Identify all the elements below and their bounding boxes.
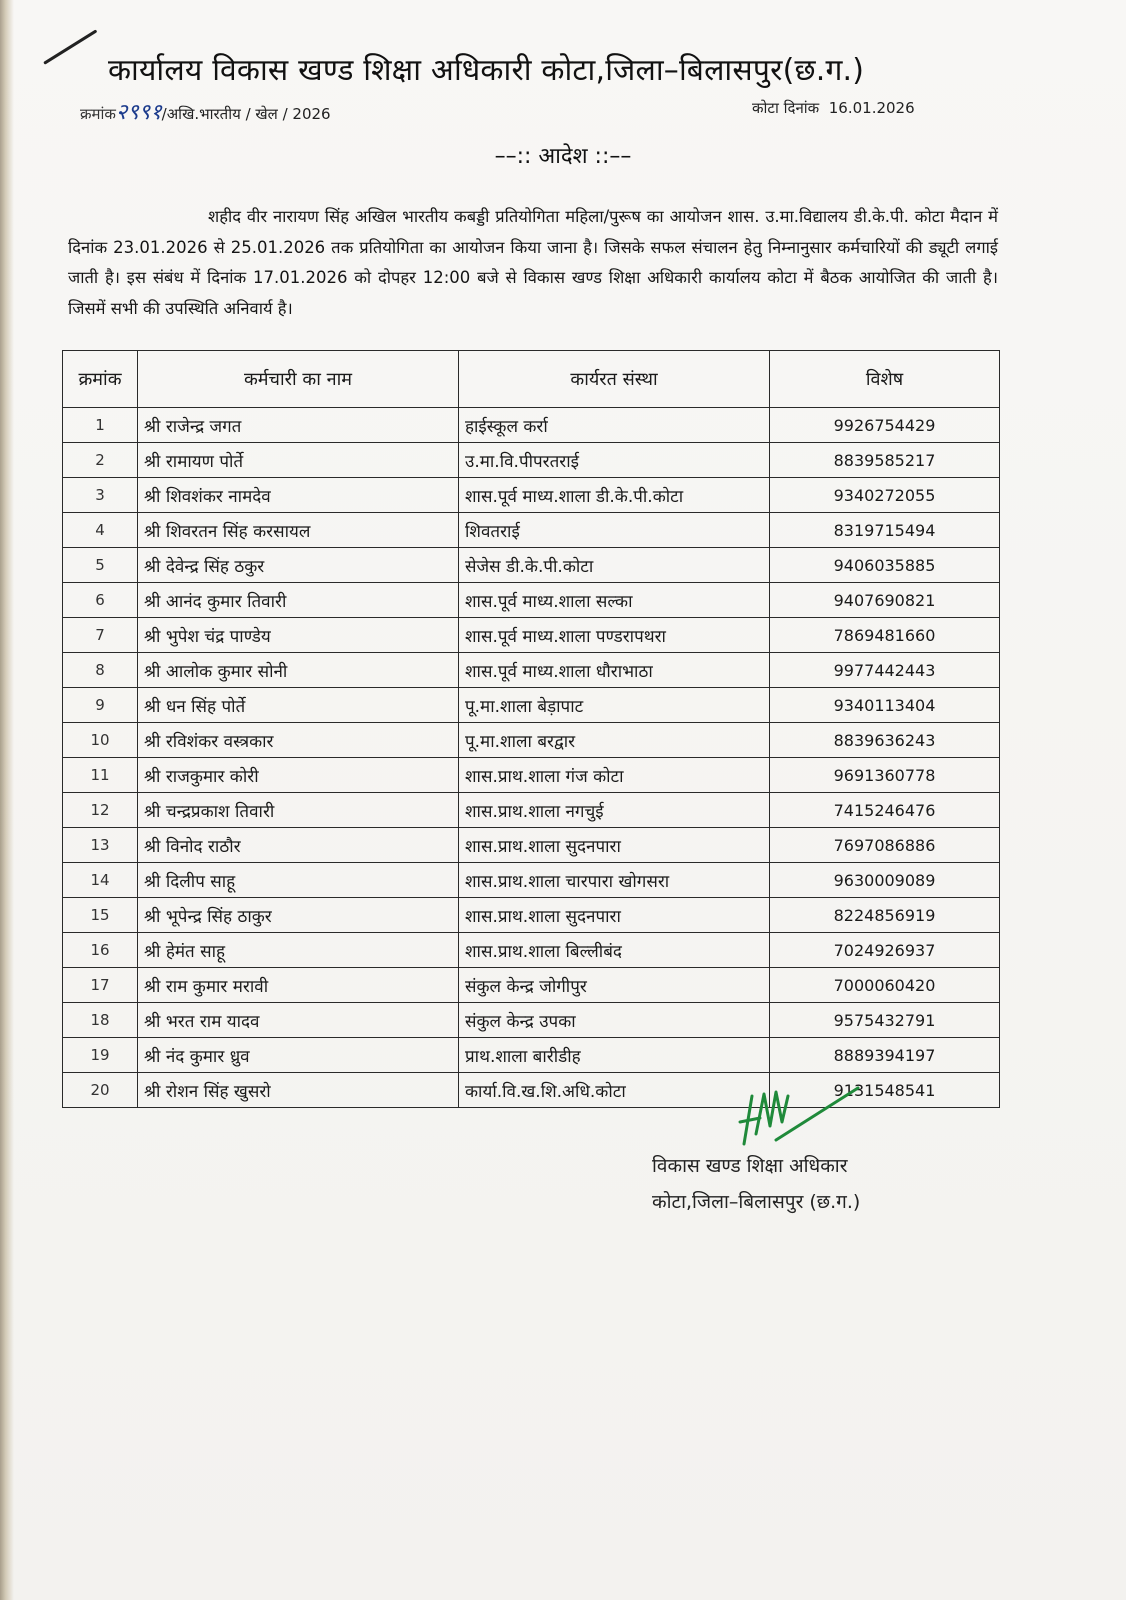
serial-cell: 5	[63, 548, 138, 583]
date-label: कोटा दिनांक	[752, 99, 820, 117]
table-row	[63, 653, 1000, 688]
table-row	[63, 583, 1000, 618]
reference-number	[80, 96, 331, 126]
table-row	[63, 478, 1000, 513]
employee-name-cell: श्री नंद कुमार ध्रुव	[138, 1038, 459, 1073]
institution-cell: संकुल केन्द्र उपका	[459, 1003, 770, 1038]
phone-cell: 7000060420	[770, 968, 1000, 1003]
table-row	[63, 548, 1000, 583]
institution-cell: पू.मा.शाला बेड़ापाट	[459, 688, 770, 723]
phone-cell: 8839636243	[770, 723, 1000, 758]
institution-cell: शास.प्राथ.शाला गंज कोटा	[459, 758, 770, 793]
table-row	[63, 1003, 1000, 1038]
employee-name-cell: श्री भूपेन्द्र सिंह ठाकुर	[138, 898, 459, 933]
phone-cell: 9575432791	[770, 1003, 1000, 1038]
serial-cell: 6	[63, 583, 138, 618]
serial-cell: 8	[63, 653, 138, 688]
date-value: 16.01.2026	[828, 99, 915, 117]
institution-cell: शास.पूर्व माध्य.शाला सल्का	[459, 583, 770, 618]
institution-cell: शास.प्राथ.शाला सुदनपारा	[459, 828, 770, 863]
table-row	[63, 443, 1000, 478]
table-row	[63, 828, 1000, 863]
institution-cell: शास.प्राथ.शाला नगचुई	[459, 793, 770, 828]
reference-suffix: /अखि.भारतीय / खेल / 2026	[161, 105, 331, 123]
header-serial: क्रमांक	[63, 351, 138, 408]
table-row	[63, 863, 1000, 898]
table-row	[63, 513, 1000, 548]
serial-cell: 12	[63, 793, 138, 828]
employee-name-cell: श्री हेमंत साहू	[138, 933, 459, 968]
institution-cell: शास.पूर्व माध्य.शाला धौराभाठा	[459, 653, 770, 688]
phone-cell: 9340272055	[770, 478, 1000, 513]
serial-cell: 1	[63, 408, 138, 443]
phone-cell: 9406035885	[770, 548, 1000, 583]
serial-cell: 17	[63, 968, 138, 1003]
institution-cell: प्राथ.शाला बारीडीह	[459, 1038, 770, 1073]
employee-name-cell: श्री शिवरतन सिंह करसायल	[138, 513, 459, 548]
employee-name-cell: श्री राम कुमार मरावी	[138, 968, 459, 1003]
serial-cell: 9	[63, 688, 138, 723]
institution-cell: सेजेस डी.के.पी.कोटा	[459, 548, 770, 583]
signatory-designation: विकास खण्ड शिक्षा अधिकार	[652, 1155, 848, 1177]
employee-name-cell: श्री दिलीप साहू	[138, 863, 459, 898]
serial-cell: 11	[63, 758, 138, 793]
phone-cell: 7869481660	[770, 618, 1000, 653]
table-row	[63, 688, 1000, 723]
institution-cell: शास.प्राथ.शाला सुदनपारा	[459, 898, 770, 933]
employee-name-cell: श्री धन सिंह पोर्ते	[138, 688, 459, 723]
institution-cell: उ.मा.वि.पीपरतराई	[459, 443, 770, 478]
page-edge-shadow	[0, 0, 14, 1600]
reference-label: क्रमांक	[80, 105, 116, 123]
serial-cell: 14	[63, 863, 138, 898]
table-row	[63, 758, 1000, 793]
institution-cell: संकुल केन्द्र जोगीपुर	[459, 968, 770, 1003]
phone-cell: 9977442443	[770, 653, 1000, 688]
institution-cell: हाईस्कूल कर्रा	[459, 408, 770, 443]
serial-cell: 16	[63, 933, 138, 968]
serial-cell: 15	[63, 898, 138, 933]
order-paragraph	[68, 202, 998, 324]
header-institution: कार्यरत संस्था	[459, 351, 770, 408]
signatory-block	[652, 1148, 860, 1220]
institution-cell: शास.पूर्व माध्य.शाला डी.के.पी.कोटा	[459, 478, 770, 513]
serial-cell: 19	[63, 1038, 138, 1073]
employee-name-cell: श्री चन्द्रप्रकाश तिवारी	[138, 793, 459, 828]
order-date	[752, 98, 915, 118]
serial-cell: 18	[63, 1003, 138, 1038]
header-employee-name: कर्मचारी का नाम	[138, 351, 459, 408]
table-row	[63, 1038, 1000, 1073]
serial-cell: 3	[63, 478, 138, 513]
serial-cell: 7	[63, 618, 138, 653]
table-row	[63, 793, 1000, 828]
phone-cell: 9630009089	[770, 863, 1000, 898]
office-title: कार्यालय विकास खण्ड शिक्षा अधिकारी कोटा,जिला–बिलासपुर(छ.ग.)	[108, 53, 865, 88]
employee-name-cell: श्री रामायण पोर्ते	[138, 443, 459, 478]
signatory-location: कोटा,जिला–बिलासपुर (छ.ग.)	[652, 1191, 861, 1213]
signature-stroke	[740, 1088, 858, 1144]
employee-name-cell: श्री राजेन्द्र जगत	[138, 408, 459, 443]
serial-cell: 10	[63, 723, 138, 758]
pen-mark	[43, 29, 97, 64]
order-heading: ––:: आदेश ::––	[494, 144, 632, 169]
phone-cell: 8889394197	[770, 1038, 1000, 1073]
employee-name-cell: श्री भुपेश चंद्र पाण्डेय	[138, 618, 459, 653]
signature	[730, 1082, 870, 1152]
phone-cell: 7697086886	[770, 828, 1000, 863]
serial-cell: 4	[63, 513, 138, 548]
employee-name-cell: श्री आनंद कुमार तिवारी	[138, 583, 459, 618]
phone-cell: 9407690821	[770, 583, 1000, 618]
serial-cell: 20	[63, 1073, 138, 1108]
table-row	[63, 408, 1000, 443]
table-row	[63, 968, 1000, 1003]
employee-name-cell: श्री विनोद राठौर	[138, 828, 459, 863]
phone-cell: 7415246476	[770, 793, 1000, 828]
employee-name-cell: श्री आलोक कुमार सोनी	[138, 653, 459, 688]
institution-cell: शास.प्राथ.शाला चारपारा खोगसरा	[459, 863, 770, 898]
phone-cell: 7024926937	[770, 933, 1000, 968]
institution-cell: शिवतराई	[459, 513, 770, 548]
employee-name-cell: श्री राजकुमार कोरी	[138, 758, 459, 793]
employee-name-cell: श्री रविशंकर वस्त्रकार	[138, 723, 459, 758]
employee-name-cell: श्री भरत राम यादव	[138, 1003, 459, 1038]
phone-cell: 9926754429	[770, 408, 1000, 443]
table-header-row	[63, 351, 1000, 408]
employee-name-cell: श्री रोशन सिंह खुसरो	[138, 1073, 459, 1108]
table-row	[63, 723, 1000, 758]
serial-cell: 13	[63, 828, 138, 863]
header-special: विशेष	[770, 351, 1000, 408]
phone-cell: 9340113404	[770, 688, 1000, 723]
phone-cell: 9131548541	[770, 1073, 1000, 1108]
phone-cell: 8319715494	[770, 513, 1000, 548]
table-row	[63, 898, 1000, 933]
phone-cell: 8224856919	[770, 898, 1000, 933]
institution-cell: कार्या.वि.ख.शि.अधि.कोटा	[459, 1073, 770, 1108]
order-paragraph-text: शहीद वीर नारायण सिंह अखिल भारतीय कबड्डी प्रतियोगिता महिला/पुरूष का आयोजन शास. उ.मा.विद्यालय डी.के.पी. कोटा मैदान में दिनांक 23.01.2026 से 25.01.2026 तक प्रतियोगिता का आयोजन किया जाना है। जिसके सफल संचालन हेतु निम्नानुसार कर्मचारियों की ड्यूटी लगाई जाती है। इस संबंध में दिनांक 17.01.2026 को दोपहर 12:00 बजे से विकास खण्ड शिक्षा अधिकारी कार्यालय कोटा में बैठक आयोजित की जाती है। जिसमें सभी की उपस्थिति अनिवार्य है।	[68, 207, 998, 318]
serial-cell: 2	[63, 443, 138, 478]
table-row	[63, 933, 1000, 968]
institution-cell: शास.पूर्व माध्य.शाला पण्डरापथरा	[459, 618, 770, 653]
duty-table	[62, 350, 1000, 1108]
reference-handwritten-number: २९९१	[115, 100, 162, 125]
institution-cell: पू.मा.शाला बरद्वार	[459, 723, 770, 758]
employee-name-cell: श्री शिवशंकर नामदेव	[138, 478, 459, 513]
phone-cell: 8839585217	[770, 443, 1000, 478]
institution-cell: शास.प्राथ.शाला बिल्लीबंद	[459, 933, 770, 968]
table-row	[63, 618, 1000, 653]
employee-name-cell: श्री देवेन्द्र सिंह ठकुर	[138, 548, 459, 583]
phone-cell: 9691360778	[770, 758, 1000, 793]
